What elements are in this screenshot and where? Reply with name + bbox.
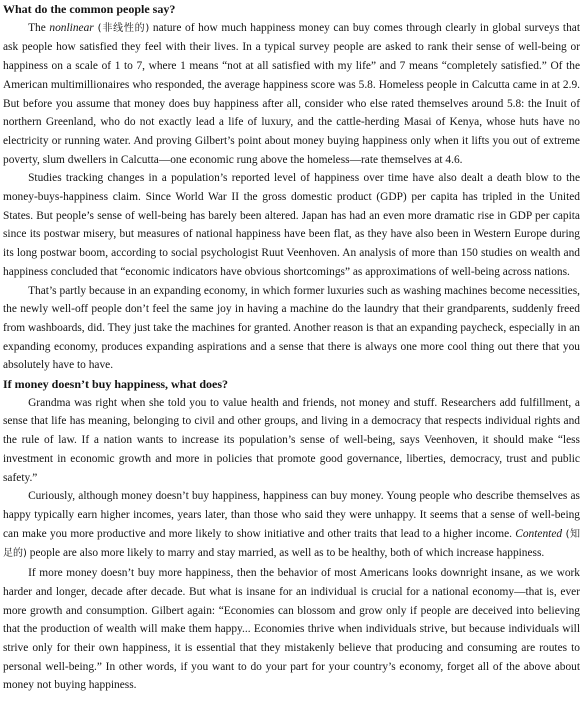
paragraph-nonlinear (3, 19, 580, 170)
paragraph-curiously (3, 487, 580, 564)
italic-term-nonlinear: nonlinear (49, 21, 94, 34)
paragraph-studies: Studies tracking changes in a population’s reported level of happiness over time have also dealt a death blow to the money-buys-happiness claim. Since World War II the gross domestic product (GDP) per capita has tripled in the United States. But people’s sense of well-being has barely been altered. Japan has had an even more dramatic rise in GDP per capita since its postwar misery, but measures of national happiness have been flat, as they have also been in Western Europe during its long postwar boom, according to social psychologist Ruut Veenhoven. An analysis of more than 150 studies on wealth and happiness concluded that “economic indicators have obvious shortcomings” as approximations of well-being across nations. (3, 172, 580, 278)
section-heading-what-does: If money doesn’t buy happiness, what does? (3, 377, 229, 392)
paragraph-grandma: Grandma was right when she told you to value health and friends, not money and stuff. Researchers add fulfillment, a sense that life has meaning, belonging to civil and other groups, and living in a democracy that respects individual rights and the rule of law. If a nation wants to increase its population’s sense of well-being, says Veenhoven, it should make “less investment in economic growth and more in policies that promote good governance, liberties, democracy, trust and public safety.” (3, 396, 580, 484)
paragraph-text: nature of how much happiness money can buy comes through clearly in global surveys that ask people how satisfied they feel with their lives. In a typical survey people are asked to rank their sense of well-being or happiness on a scale of 1 to 7, where 1 means “not at all satisfied with my life” and 7 means “completely satisfied.” Of the American multimillionaires who responded, the average happiness score was 5.8. Homeless people in Calcutta came in at 2.9. But before you assume that money does buy happiness after all, consider who else rated themselves around 5.8: the Inuit of northern Greenland, who do not exactly lead a life of luxury, and the cattle-herding Masai of Kenya, whose huts have no electricity or running water. And proving Gilbert’s point about money buying happiness only when it lifts you out of extreme poverty, slum dwellers in Calcutta—one economic rung above the homeless—rate themselves at 4.6. (3, 21, 580, 166)
paragraph-text: The (28, 21, 50, 34)
paragraph-text: people are also more likely to marry and stay married, as well as to be healthy, both of which increase happiness. (26, 547, 545, 560)
chinese-gloss: (知足的) (3, 528, 580, 560)
italic-term-contented: Contented (515, 527, 563, 540)
chinese-gloss: (非线性的) (93, 22, 150, 34)
paragraph-expanding-economy: That’s partly because in an expanding economy, in which former luxuries such as washing machines become necessities, the newly well-off people don’t feel the same joy in having a machine do the laundry that their grandparents, suddenly freed from washboards, did. They just take the machines for granted. Another reason is that an expanding paycheck, especially in an expanding economy, produces expanding aspirations and a sense that there is always one more cool thing out there that you absolutely have to have. (3, 284, 580, 372)
section-heading-common-people: What do the common people say? (3, 2, 176, 16)
paragraph-text: Curiously, although money doesn’t buy happiness, happiness can buy money. Young people who describe themselves as happy typically earn higher incomes, years later, than those who said they were unhappy. It seems that a sense of well-being can make you more productive and more likely to show initiative and other traits that lead to a higher income. (3, 490, 580, 540)
paragraph-insane: If more money doesn’t buy more happiness, then the behavior of most Americans looks downright insane, as we work harder and longer, decade after decade. But what is insane for an individual is crucial for a national economy—that is, ever more growth and consumption. Gilbert again: “Economies can blossom and grow only if people are deceived into believing that the production of wealth will make them happy... Economies thrive when individuals strive, but because individuals will strive only for their own happiness, it is essential that they mistakenly believe that producing and consuming are routes to personal well-being.” In other words, if you want to do your part for your country’s economy, forget all of the above about money not buying happiness. (3, 567, 580, 692)
